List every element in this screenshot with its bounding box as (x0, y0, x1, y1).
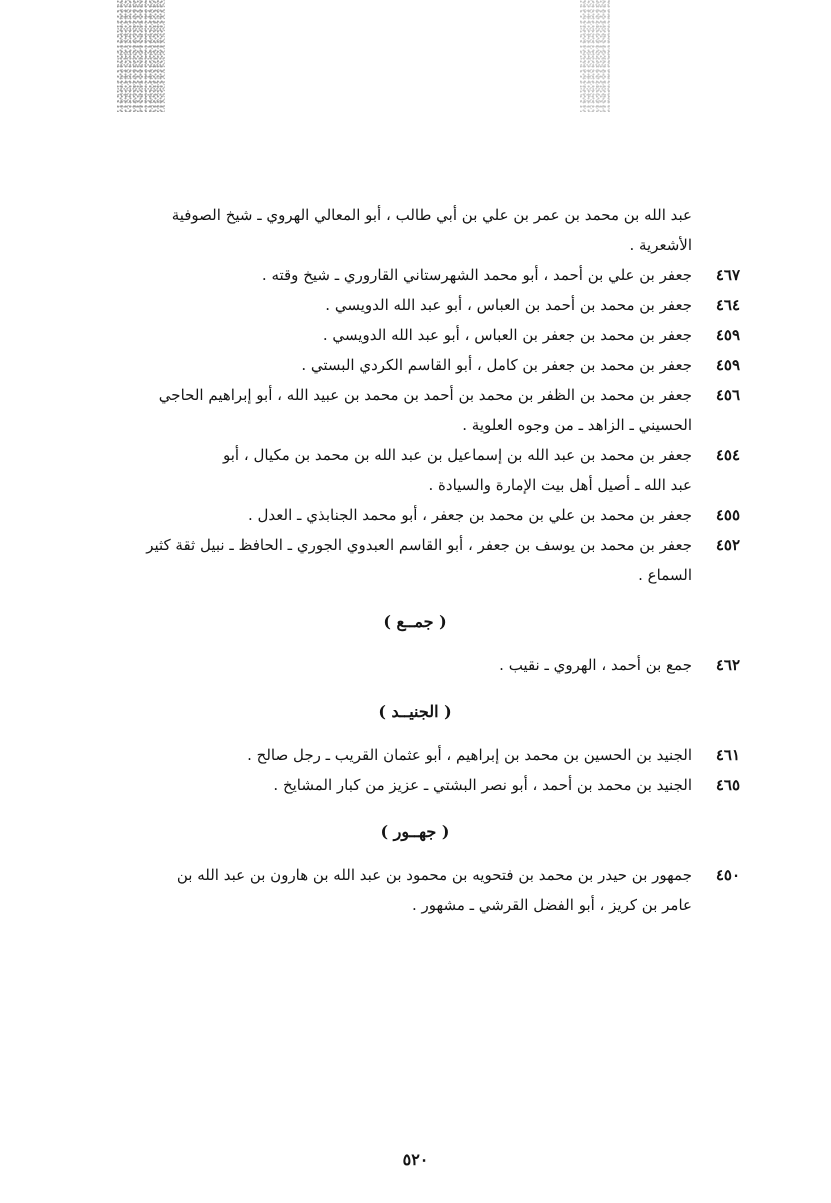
entry-text: عبد الله بن محمد بن عمر بن علي بن أبي طالب ، أبو المعالي الهروي ـ شيخ الصوفية (171, 206, 692, 224)
page-number: ٥٢٠ (402, 1150, 429, 1169)
entry-number: ٤٥٩ (715, 356, 740, 374)
entry-line (90, 890, 740, 920)
section-heading-junayd: ( الجنيــد ) (378, 702, 452, 721)
entry-text: جعفر بن محمد بن علي بن محمد بن جعفر ، أبو محمد الجنابذي ـ العدل . (248, 506, 692, 524)
entry-text: جعفر بن محمد بن جعفر بن كامل ، أبو القاسم الكردي البستي . (301, 356, 692, 374)
entry-number: ٤٥٤ (715, 446, 740, 464)
entry-line (90, 860, 740, 890)
entry-number: ٤٦٧ (715, 266, 740, 284)
entry-line (90, 440, 740, 470)
entry-line (90, 320, 740, 350)
entry-text: جمع بن أحمد ، الهروي ـ نقيب . (499, 656, 692, 674)
entry-line (90, 560, 740, 590)
entry-line (90, 500, 740, 530)
entry-line (90, 290, 740, 320)
entry-number: ٤٥٥ (715, 506, 740, 524)
entry-text: الحسيني ـ الزاهد ـ من وجوه العلوية . (462, 416, 692, 434)
entry-number: ٤٦٤ (715, 296, 740, 314)
entry-text: جعفر بن علي بن أحمد ، أبو محمد الشهرستاني القاروري ـ شيخ وقته . (261, 266, 692, 284)
entry-text: جعفر بن محمد بن يوسف بن جعفر ، أبو القاسم العبدوي الجوري ـ الحافظ ـ نبيل ثقة كثير (146, 536, 692, 554)
entry-list-jumhur (90, 860, 740, 920)
entry-text: جعفر بن محمد بن جعفر بن العباس ، أبو عبد الله الدويسي . (322, 326, 692, 344)
entry-line (90, 770, 740, 800)
entry-line (90, 740, 740, 770)
entry-line (90, 350, 740, 380)
entry-text: الجنيد بن محمد بن أحمد ، أبو نصر البشتي ـ عزيز من كبار المشايخ . (273, 776, 692, 794)
entry-text: عامر بن كريز ، أبو الفضل القرشي ـ مشهور . (412, 896, 692, 914)
entry-list-junayd (90, 740, 740, 800)
entry-line (90, 470, 740, 500)
entry-line (90, 530, 740, 560)
scan-noise-left (117, 0, 165, 112)
page-body (90, 200, 740, 920)
entry-list-jam (90, 650, 740, 680)
section-heading-jumhur: ( جهــور ) (380, 822, 450, 841)
entry-number: ٤٥٢ (715, 536, 740, 554)
entry-line (90, 260, 740, 290)
entry-number: ٤٦١ (715, 746, 740, 764)
section-heading-jam: ( جمــع ) (383, 612, 447, 631)
entry-number: ٤٦٢ (715, 656, 740, 674)
entry-line (90, 230, 740, 260)
entry-text: جعفر بن محمد بن عبد الله بن إسماعيل بن عبد الله بن محمد بن مكيال ، أبو (223, 446, 692, 464)
entry-number: ٤٦٥ (715, 776, 740, 794)
entry-number: ٤٥٩ (715, 326, 740, 344)
scan-noise-right (580, 0, 610, 112)
entry-text: جمهور بن حيدر بن محمد بن فتحويه بن محمود بن عبد الله بن هارون بن عبد الله بن (176, 866, 692, 884)
entry-line (90, 380, 740, 410)
entry-text: الجنيد بن الحسين بن محمد بن إبراهيم ، أبو عثمان القريب ـ رجل صالح . (247, 746, 692, 764)
entry-line (90, 200, 740, 230)
entry-number: ٤٥٠ (715, 866, 740, 884)
entry-text: جعفر بن محمد بن الظفر بن محمد بن أحمد بن محمد بن عبيد الله ، أبو إبراهيم الحاجي (158, 386, 692, 404)
entry-line (90, 410, 740, 440)
entry-text: السماع . (638, 566, 692, 584)
entry-text: عبد الله ـ أصيل أهل بيت الإمارة والسيادة . (428, 476, 692, 494)
entry-text: الأشعرية . (629, 236, 692, 254)
entry-list-top (90, 200, 740, 590)
entry-line (90, 650, 740, 680)
entry-number: ٤٥٦ (715, 386, 740, 404)
entry-text: جعفر بن محمد بن أحمد بن العباس ، أبو عبد الله الدويسي . (325, 296, 692, 314)
